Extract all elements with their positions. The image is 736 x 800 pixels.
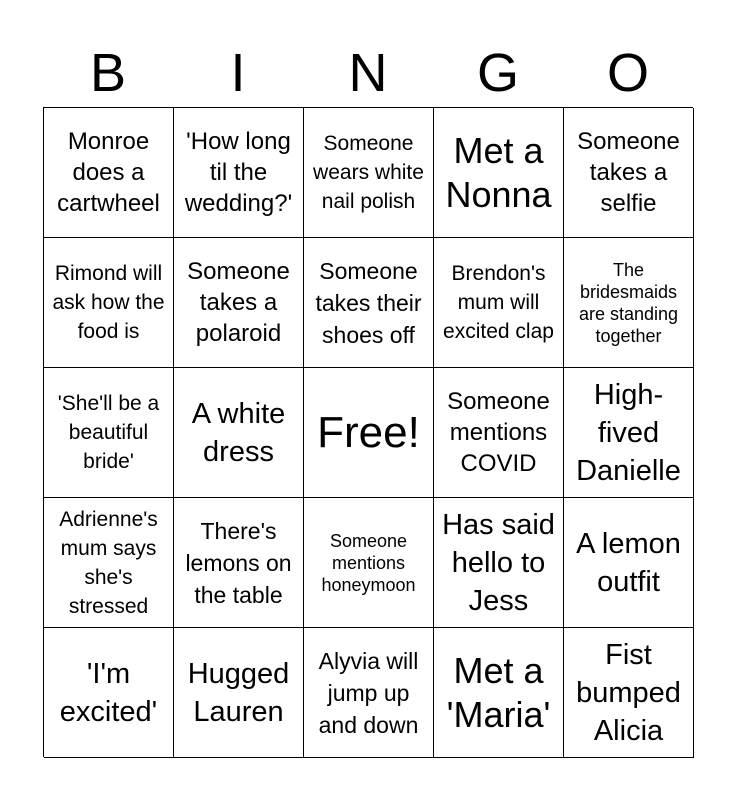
bingo-cell-text: Alyvia will jump up and down [318, 647, 419, 738]
bingo-cell-text: Someone mentions COVID [447, 388, 550, 477]
bingo-cell-5-2[interactable] [174, 628, 304, 758]
bingo-cell-text: Someone takes a selfie [577, 128, 680, 217]
bingo-cell-5-4[interactable] [434, 628, 564, 758]
bingo-cell-text: Has said hello to Jess [442, 508, 555, 617]
bingo-cell-3-1[interactable] [44, 368, 174, 498]
bingo-cell-1-3[interactable] [304, 108, 434, 238]
bingo-cell-text: Hugged Lauren [187, 657, 290, 728]
bingo-cell-text: Someone wears white nail polish [313, 132, 424, 213]
bingo-cell-5-3[interactable] [304, 628, 434, 758]
bingo-cell-text: A white dress [191, 397, 286, 468]
bingo-grid [43, 107, 693, 757]
bingo-cell-text: 'I'm excited' [59, 657, 158, 728]
bingo-cell-1-4[interactable] [434, 108, 564, 238]
bingo-cell-1-1[interactable] [44, 108, 174, 238]
bingo-cell-1-5[interactable] [564, 108, 694, 238]
bingo-header [43, 40, 693, 106]
bingo-cell-text: Met a 'Maria' [446, 649, 551, 735]
bingo-cell-text: Brendon's mum will excited clap [443, 262, 554, 343]
bingo-cell-text: Someone takes their shoes off [315, 257, 422, 348]
bingo-cell-3-5[interactable] [564, 368, 694, 498]
bingo-cell-text: Someone takes a polaroid [187, 258, 290, 347]
header-letter-o: O [606, 43, 649, 103]
bingo-cell-3-4[interactable] [434, 368, 564, 498]
bingo-cell-text: Fist bumped Alicia [576, 638, 681, 747]
bingo-cell-4-5[interactable] [564, 498, 694, 628]
bingo-cell-text: 'How long til the wedding?' [184, 128, 293, 217]
bingo-cell-4-3[interactable] [304, 498, 434, 628]
bingo-cell-text: The bridesmaids are standing together [578, 259, 679, 346]
bingo-cell-1-2[interactable] [174, 108, 304, 238]
bingo-cell-text: Adrienne's mum says she's stressed [59, 507, 158, 618]
bingo-cell-2-4[interactable] [434, 238, 564, 368]
header-letter-g: G [476, 43, 519, 103]
bingo-cell-text: Free! [317, 407, 420, 457]
bingo-cell-4-1[interactable] [44, 498, 174, 628]
bingo-cell-5-5[interactable] [564, 628, 694, 758]
bingo-cell-3-2[interactable] [174, 368, 304, 498]
bingo-cell-text: Someone mentions honeymoon [321, 530, 416, 595]
bingo-cell-2-5[interactable] [564, 238, 694, 368]
bingo-cell-text: High-fived Danielle [576, 378, 681, 487]
bingo-cell-4-4[interactable] [434, 498, 564, 628]
bingo-cell-4-2[interactable] [174, 498, 304, 628]
bingo-cell-2-3[interactable] [304, 238, 434, 368]
header-letter-i: I [230, 43, 246, 103]
bingo-cell-2-2[interactable] [174, 238, 304, 368]
bingo-cell-text: Met a Nonna [445, 129, 552, 215]
bingo-cell-5-1[interactable] [44, 628, 174, 758]
bingo-cell-text: There's lemons on the table [185, 517, 292, 608]
bingo-cell-text: A lemon outfit [576, 527, 681, 598]
header-letter-b: B [89, 43, 127, 103]
bingo-cell-text: 'She'll be a beautiful bride' [57, 392, 160, 473]
bingo-cell-text: Rimond will ask how the food is [52, 262, 165, 343]
bingo-cell-3-3[interactable] [304, 368, 434, 498]
header-letter-n: N [348, 43, 388, 103]
bingo-cell-text: Monroe does a cartwheel [57, 128, 160, 217]
bingo-cell-2-1[interactable] [44, 238, 174, 368]
